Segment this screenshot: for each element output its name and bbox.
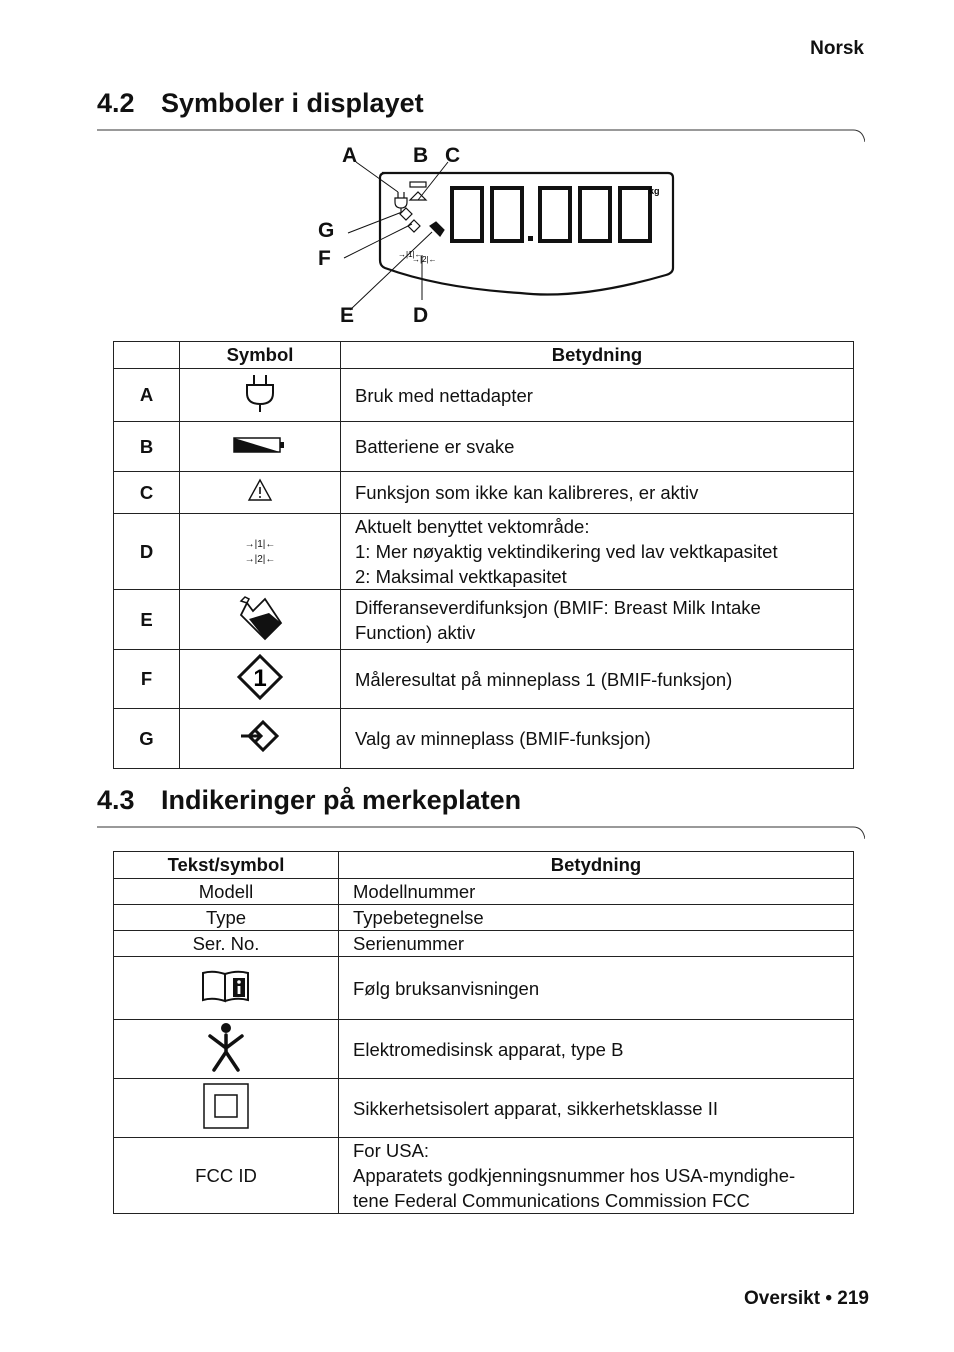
section-rule xyxy=(97,825,865,839)
manual-info-icon xyxy=(201,969,251,1003)
meaning-line: Differanseverdifunksjon (BMIF: Breast Milk Intake xyxy=(355,596,761,618)
row-meaning: Måleresultat på minneplass 1 (BMIF-funksjon) xyxy=(341,650,854,709)
callout-b: B xyxy=(413,144,429,167)
baby-bottle-icon xyxy=(235,593,285,641)
callout-g: G xyxy=(318,219,335,242)
meaning-line: Apparatets godkjenningsnummer hos USA-myndighe- xyxy=(353,1165,796,1186)
page-footer: Oversikt • 219 xyxy=(744,1288,869,1309)
row-meaning: Funksjon som ikke kan kalibreres, er aktiv xyxy=(341,472,854,514)
label-plate-table xyxy=(113,851,854,1214)
row-label: A xyxy=(114,369,180,422)
row-meaning: Modellnummer xyxy=(339,879,854,905)
battery-low-icon xyxy=(232,434,288,454)
table-row xyxy=(114,879,854,905)
header-empty xyxy=(114,342,180,369)
table-row xyxy=(114,590,854,650)
callout-e: E xyxy=(340,304,355,327)
section-number: 4.3 xyxy=(97,785,135,815)
section-title: Symboler i displayet xyxy=(161,88,424,118)
row-meaning: Elektromedisinsk apparat, type B xyxy=(339,1020,854,1079)
callout-c: C xyxy=(445,144,461,167)
row-meaning: Typebetegnelse xyxy=(339,905,854,931)
table-header-row xyxy=(114,342,854,369)
table-row xyxy=(114,905,854,931)
table-row xyxy=(114,514,854,590)
symbol-text: Modell xyxy=(114,879,339,905)
section-number: 4.2 xyxy=(97,88,135,118)
row-meaning: Sikkerhetsisolert apparat, sikkerhetsklasse II xyxy=(339,1079,854,1138)
row-meaning: Bruk med nettadapter xyxy=(341,369,854,422)
memory-1-digit: 1 xyxy=(253,664,267,692)
callout-f: F xyxy=(318,247,331,270)
row-label: G xyxy=(114,709,180,769)
display-diagram xyxy=(300,140,700,330)
warning-triangle-icon xyxy=(247,478,273,502)
header-symbol: Symbol xyxy=(180,342,341,369)
row-meaning: Følg bruksanvisningen xyxy=(339,957,854,1020)
row-meaning: Serienummer xyxy=(339,931,854,957)
baby-bottle-icon xyxy=(430,222,444,236)
memory-select-icon xyxy=(400,208,412,220)
row-label: E xyxy=(114,590,180,650)
section-heading-4-2 xyxy=(97,88,424,119)
header-meaning: Betydning xyxy=(339,852,854,879)
battery-low-icon xyxy=(410,182,426,187)
meaning-line: Function) aktiv xyxy=(355,621,476,643)
table-row xyxy=(114,369,854,422)
table-row xyxy=(114,650,854,709)
memory-1-icon xyxy=(236,653,284,701)
row-label: F xyxy=(114,650,180,709)
symbol-text: Type xyxy=(114,905,339,931)
meaning-line: 1: Mer nøyaktig vektindikering ved lav vektkapasitet xyxy=(355,541,778,562)
table-row xyxy=(114,422,854,472)
table-row xyxy=(114,931,854,957)
range-1-icon: →|1|← xyxy=(398,250,423,259)
protection-class-ii-icon xyxy=(202,1082,250,1130)
range-2-text: →|2|← xyxy=(244,553,276,565)
row-label: C xyxy=(114,472,180,514)
row-meaning: Batteriene er svake xyxy=(341,422,854,472)
table-row xyxy=(114,709,854,769)
symbol-text: Ser. No. xyxy=(114,931,339,957)
weighing-range-icon xyxy=(180,514,341,590)
meaning-line: 2: Maksimal vektkapasitet xyxy=(355,566,567,587)
display-outline xyxy=(380,173,673,295)
plug-icon xyxy=(243,373,277,413)
row-meaning: Valg av minneplass (BMIF-funksjon) xyxy=(341,709,854,769)
unit-label: kg xyxy=(649,186,660,196)
header-text-symbol: Tekst/symbol xyxy=(114,852,339,879)
header-meaning: Betydning xyxy=(341,342,854,369)
range-1-text: →|1|← xyxy=(244,538,276,550)
table-row xyxy=(114,1138,854,1214)
symbol-text: FCC ID xyxy=(114,1138,339,1214)
callout-d: D xyxy=(413,304,429,327)
section-heading-4-3 xyxy=(97,785,521,816)
seven-segment-digits xyxy=(452,188,650,241)
row-label: D xyxy=(114,514,180,590)
language-label: Norsk xyxy=(810,38,864,59)
memory-1-icon xyxy=(408,220,420,232)
decimal-point xyxy=(528,236,533,241)
meaning-line: tene Federal Communications Commission FCC xyxy=(353,1190,750,1211)
meaning-line: For USA: xyxy=(353,1140,430,1161)
table-row xyxy=(114,1079,854,1138)
range-2-icon: →|2|← xyxy=(412,255,437,264)
body-type-b-icon xyxy=(206,1022,246,1072)
table-row xyxy=(114,1020,854,1079)
meaning-line: Aktuelt benyttet vektområde: xyxy=(355,516,590,537)
table-row xyxy=(114,472,854,514)
memory-select-icon xyxy=(239,719,281,753)
symbols-table xyxy=(113,341,854,769)
table-header-row xyxy=(114,852,854,879)
table-row xyxy=(114,957,854,1020)
row-label: B xyxy=(114,422,180,472)
section-title: Indikeringer på merkeplaten xyxy=(161,785,522,815)
callout-a: A xyxy=(342,144,358,167)
